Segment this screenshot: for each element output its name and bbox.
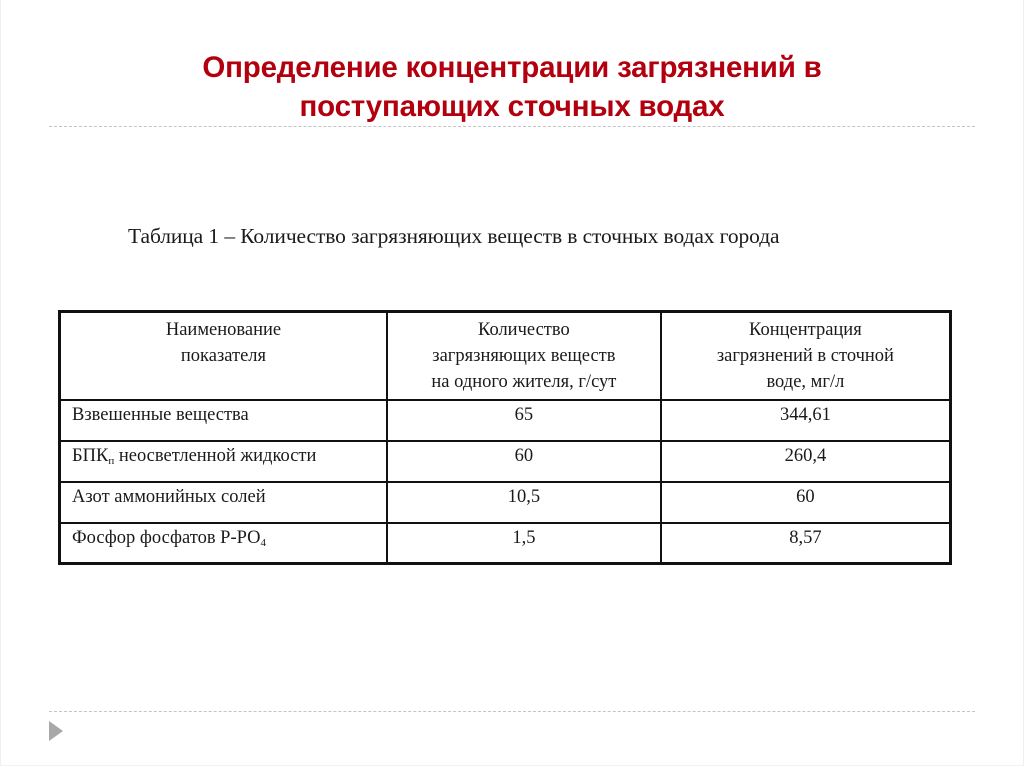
- header-concentration: Концентрация загрязнений в сточной воде, мг/л: [661, 312, 951, 400]
- cell-indicator-name: Азот аммонийных солей: [60, 482, 387, 523]
- cell-indicator-name: Фосфор фосфатов $Р-РО_4$: [60, 523, 387, 564]
- slide-title: [0, 48, 1024, 126]
- play-triangle-icon[interactable]: [49, 721, 63, 741]
- title-divider: [49, 126, 975, 127]
- cell-concentration: 260,4: [661, 441, 951, 482]
- cell-concentration: 344,61: [661, 400, 951, 441]
- cell-per-capita: 60: [387, 441, 661, 482]
- cell-per-capita: 65: [387, 400, 661, 441]
- table-header-row: [60, 312, 951, 400]
- cell-indicator-name: $БПК_п$ неосветленной жидкости: [60, 441, 387, 482]
- slide-title-line-2: поступающих сточных водах: [299, 90, 725, 123]
- pollutants-table: [58, 310, 952, 565]
- table-row: [60, 482, 951, 523]
- table-row: [60, 441, 951, 482]
- cell-concentration: 8,57: [661, 523, 951, 564]
- table-row: [60, 400, 951, 441]
- cell-per-capita: 1,5: [387, 523, 661, 564]
- header-per-capita: Количество загрязняющих веществ на одного жителя, г/сут: [387, 312, 661, 400]
- cell-per-capita: 10,5: [387, 482, 661, 523]
- slide-title-line-1: Определение концентрации загрязнений в: [202, 51, 822, 84]
- cell-concentration: 60: [661, 482, 951, 523]
- header-indicator-name: Наименование показателя: [60, 312, 387, 400]
- table-row: [60, 523, 951, 564]
- cell-indicator-name: Взвешенные вещества: [60, 400, 387, 441]
- table-caption: Таблица 1 – Количество загрязняющих веществ в сточных водах города: [128, 224, 780, 248]
- footer-divider: [49, 711, 975, 712]
